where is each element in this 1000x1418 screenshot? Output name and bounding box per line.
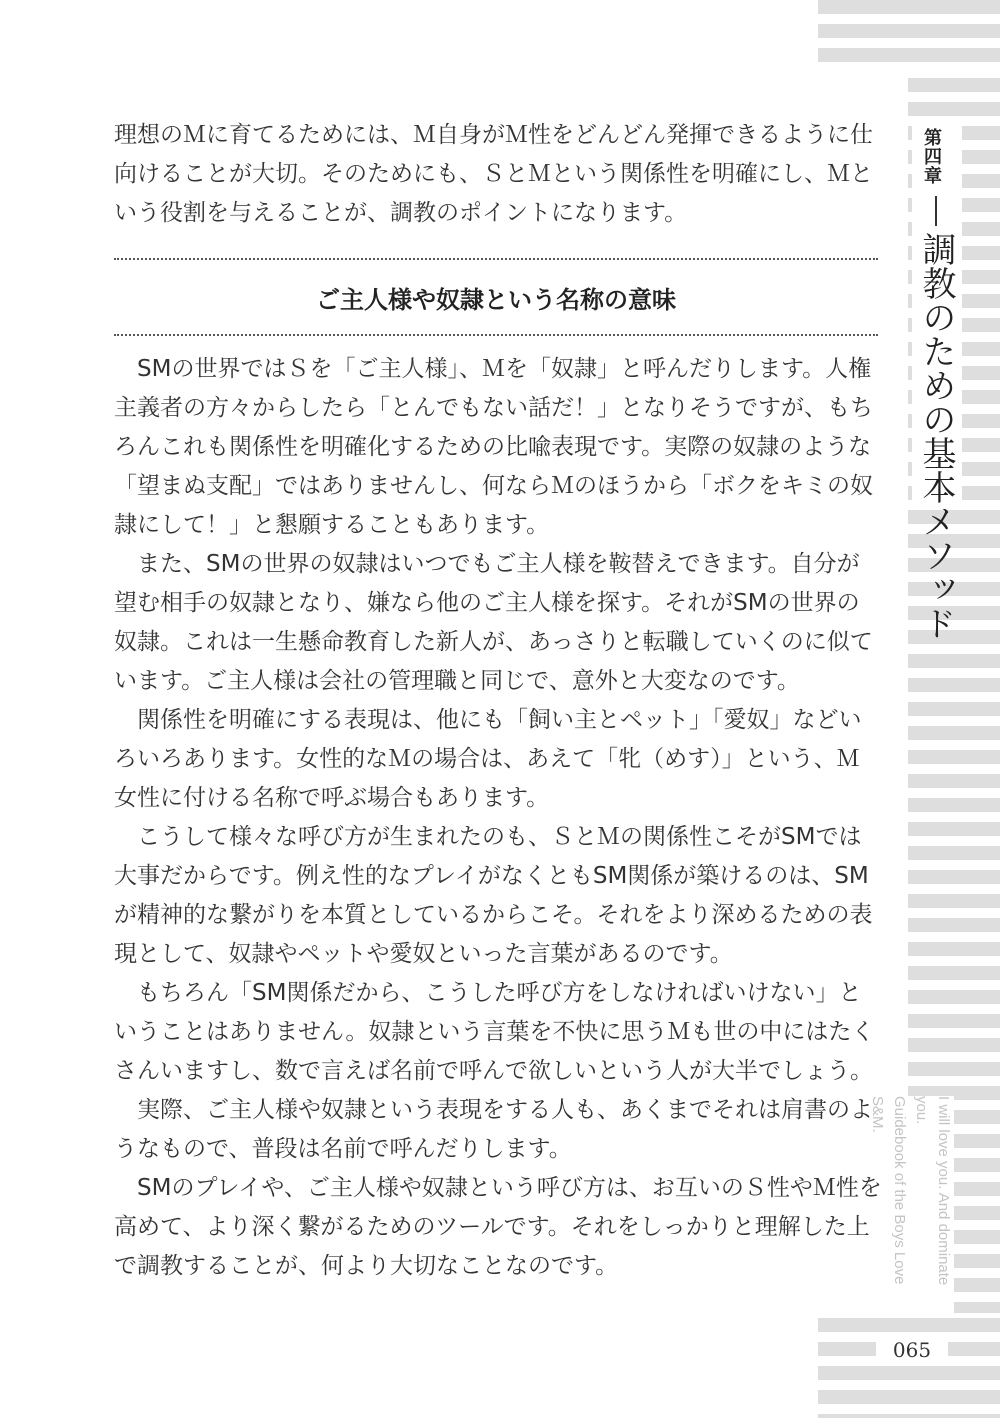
body-paragraph: 関係性を明確にする表現は、他にも「飼い主とペット」「愛奴」などいろいろあります。女性的なＭの場合は、あえて「牝（めす）」という、Ｍ女性に付ける名称で呼ぶ場合もあります。 <box>114 707 862 811</box>
bottom-stripe-band <box>818 1318 1000 1418</box>
body-paragraph: SMのプレイや、ご主人様や奴隷という呼び方は、お互いのＳ性やＭ性を高めて、より深く繋がるためのツールです。それをしっかりと理解した上で調教することが、何より大切なことなのです。 <box>114 1175 882 1279</box>
chapter-label: 第四章 <box>921 128 942 185</box>
page-number: 065 <box>892 1338 932 1362</box>
intro-paragraph: 理想のＭに育てるためには、Ｍ自身がＭ性をどんどん発揮できるように仕向けることが大切。そのためにも、ＳとＭという関係性を明確にし、Ｍという役割を与えることが、調教のポイントになります。 <box>114 122 873 226</box>
english-tagline <box>869 1096 954 1316</box>
english-tagline-line-2: Guidebook of the Boys Love S&M. <box>869 1096 908 1285</box>
body-paragraph: こうして様々な呼び方が生まれたのも、ＳとＭの関係性こそがSMでは大事だからです。例え性的なプレイがなくともSM関係が築けるのは、SMが精神的な繋がりを本質としているからこそ。それをより深めるための表現として、奴隷やペットや愛奴といった言葉があるのです。 <box>114 824 873 967</box>
english-tagline-line-1: I will love you. And dominate you. <box>913 1096 952 1286</box>
body-paragraph: また、SMの世界の奴隷はいつでもご主人様を鞍替えできます。自分が望む相手の奴隷となり、嫌なら他のご主人様を探す。それがSMの世界の奴隷。これは一生懸命教育した新人が、あっさりと転職していくのに似ています。ご主人様は会社の管理職と同じで、意外と大変なのです。 <box>114 551 873 694</box>
body-text <box>114 350 882 1286</box>
dotted-rule-top <box>114 258 878 260</box>
body-paragraph: SMの世界ではＳを「ご主人様」、Ｍを「奴隷」と呼んだりします。人権主義者の方々からしたら「とんでもない話だ！」となりそうですが、もちろんこれも関係性を明確化するための比喩表現です。実際の奴隷のような「望まぬ支配」ではありませんし、何ならＭのほうから「ボクをキミの奴隷にして！」と懇願することもあります。 <box>114 356 873 538</box>
chapter-title: 調教のための基本メソッド <box>916 232 956 640</box>
top-stripe-band <box>818 0 1000 72</box>
dotted-rule-bottom <box>114 334 878 336</box>
body-paragraph: 実際、ご主人様や奴隷という表現をする人も、あくまでそれは肩書のようなもので、普段は名前で呼んだりします。 <box>114 1097 873 1162</box>
body-paragraph: もちろん「SM関係だから、こうした呼び方をしなければいけない」ということはありません。奴隷という言葉を不快に思うＭも世の中にはたくさんいますし、数で言えば名前で呼んで欲しいという人が大半でしょう。 <box>114 980 875 1084</box>
chapter-divider <box>935 196 937 226</box>
section-heading: ご主人様や奴隷という名称の意味 <box>316 286 676 314</box>
